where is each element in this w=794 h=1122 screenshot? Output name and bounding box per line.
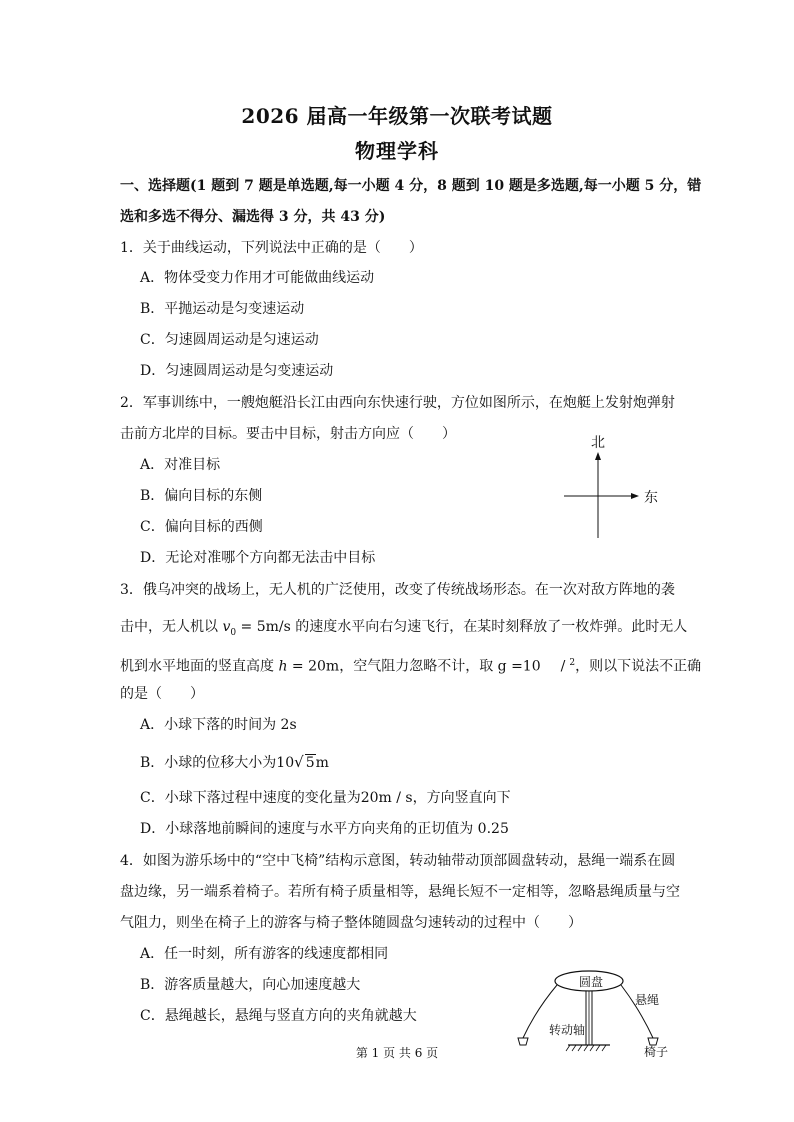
q1-option-b: B．平抛运动是匀变速运动 [140,301,305,317]
q3-option-b [140,752,329,773]
q3-stem-line2-a: 击中，无人机以 [120,619,223,635]
q2-stem-line1: 2．军事训练中，一艘炮艇沿长江由西向东快速行驶，方位如图所示，在炮艇上发射炮弹射 [120,395,675,411]
q3-stem-line3 [120,653,701,677]
q3-stem-line3-a: 机到水平地面的竖直高度 [120,658,279,675]
disc-label: 圆盘 [579,975,604,989]
chair-label: 椅子 [644,1045,669,1059]
q3-stem-line4: 的是（ ） [120,686,204,702]
compass-diagram [560,450,650,540]
q3-exponent: 2 [569,658,576,668]
compass-east-label: 东 [644,490,658,506]
q3-stem-line3-c: / [560,658,566,675]
q4-option-c: C．悬绳越长，悬绳与竖直方向的夹角就越大 [140,1008,417,1024]
q3-option-d: D．小球落地前瞬间的速度与水平方向夹角的正切值为 0.25 [140,821,509,837]
q3-option-a: A．小球下落的时间为 2s [140,717,297,733]
q3-option-c: C．小球下落过程中速度的变化量为20m / s，方向竖直向下 [140,790,511,806]
east-arrow-icon [631,493,639,499]
q2-option-a: A．对准目标 [140,457,221,473]
q2-option-d: D．无论对准哪个方向都无法击中目标 [140,550,376,566]
q4-stem-line3: 气阻力，则坐在椅子上的游客与椅子整体随圆盘匀速转动的过程中（ ） [120,915,582,931]
v0-subscript: 0 [230,627,237,638]
section-heading-line1: 一、选择题(1 题到 7 题是单选题,每一小题 4 分，8 题到 10 题是多选题,每一小题 5 分，错 [120,178,702,194]
rope-label: 悬绳 [635,993,660,1007]
shaft-label: 转动轴 [549,1023,586,1037]
q3-stem-line1: 3．俄乌冲突的战场上，无人机的广泛使用，改变了传统战场形态。在一次对敌方阵地的袭 [120,582,675,598]
q4-stem-line1: 4．如图为游乐场中的“空中飞椅”结构示意图，转动轴带动顶部圆盘转动，悬绳一端系在圆 [120,853,676,869]
q3-option-b-radicand: 5 [305,755,315,771]
subject-title: 物理学科 [355,139,439,163]
q4-option-b: B．游客质量越大，向心加速度越大 [140,977,361,993]
q3-stem-line3-b: ，空气阻力忽略不计，取 g =10 [339,658,541,675]
q3-option-b-unit: m [315,755,329,771]
q1-stem: 1．关于曲线运动，下列说法中正确的是（ ） [120,240,423,256]
h-value: = 20m [287,658,340,675]
q3-option-b-text: B．小球的位移大小为 [140,755,277,771]
q3-stem-line2 [120,617,687,643]
q1-option-d: D．匀速圆周运动是匀变速运动 [140,363,334,379]
q2-stem-line2: 击前方北岸的目标。要击中目标，射击方向应（ ） [120,426,456,442]
q2-option-b: B．偏向目标的东侧 [140,488,263,504]
sqrt-sign-icon: √ [294,753,304,771]
exam-title: 2026 届高一年级第一次联考试题 [241,104,553,128]
section-heading-line2: 选和多选不得分、漏选得 3 分，共 43 分) [120,209,386,225]
v0-value: = 5m/s [236,619,291,635]
q3-option-b-coef: 10 [276,755,295,771]
page-footer: 第 1 页 共 6 页 [355,1046,439,1060]
q3-stem-line2-b: 的速度水平向右匀速飞行，在某时刻释放了一枚炸弹。此时无人 [290,619,688,635]
v0-symbol: v [222,619,231,635]
q4-option-a: A．任一时刻，所有游客的线速度都相同 [140,946,389,962]
q1-option-a: A．物体受变力作用才可能做曲线运动 [140,270,375,286]
q3-stem-line3-e: ，则以下说法不正确 [575,658,702,675]
north-arrow-icon [595,452,601,460]
q4-stem-line2: 盘边缘，另一端系着椅子。若所有椅子质量相等，悬绳长短不一定相等，忽略悬绳质量与空 [120,884,680,900]
h-symbol: h [278,658,288,675]
q2-option-c: C．偏向目标的西侧 [140,519,263,535]
q1-option-c: C．匀速圆周运动是匀速运动 [140,332,319,348]
compass-north-label: 北 [591,435,605,451]
